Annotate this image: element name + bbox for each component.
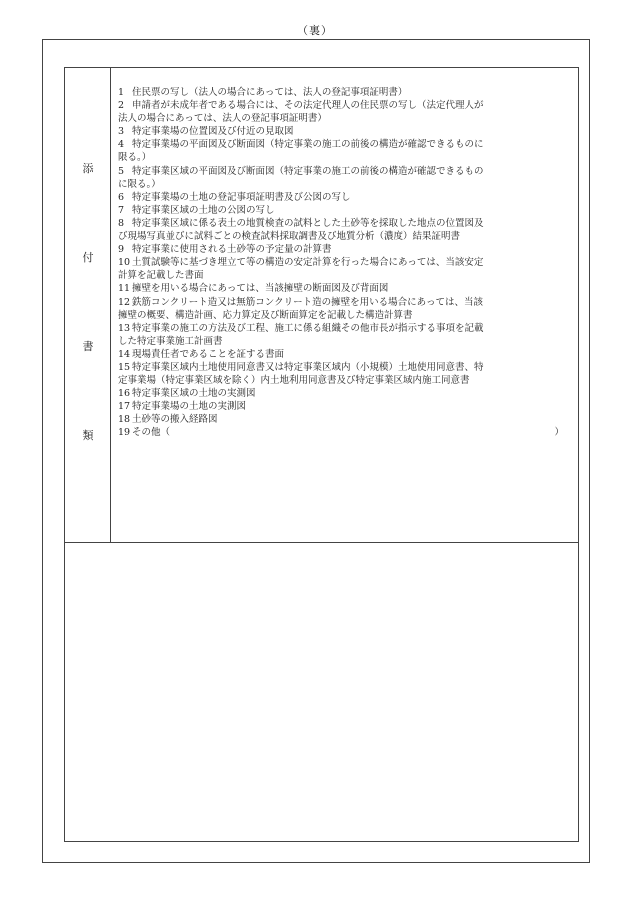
attachment-item-number: 13 xyxy=(118,322,131,334)
attachment-item xyxy=(118,348,576,361)
attachment-item-line xyxy=(118,86,576,99)
attachment-item-text: 特定事業に使用される土砂等の予定量の計算書 xyxy=(132,244,332,256)
attachment-item-text: 特定事業場の平面図及び断面図（特定事業の施工の前後の構造が確認できるものに xyxy=(132,139,484,151)
attachment-item-text: 特定事業区域の土地の公図の写し xyxy=(132,204,275,216)
attachment-item xyxy=(118,138,576,164)
attachment-item xyxy=(118,387,576,400)
attachment-item-continuation: 定事業場（特定事業区域を除く）内土地利用同意書及び特定事業区域内施工同意書 xyxy=(118,375,470,387)
attachment-item-line xyxy=(118,296,576,309)
attachment-item-other-label xyxy=(118,426,170,439)
attachment-item-text: 擁壁を用いる場合にあっては、当該擁壁の断面図及び背面図 xyxy=(132,283,389,295)
attachment-item-number: 4 xyxy=(118,139,125,151)
attachment-item xyxy=(118,361,576,387)
blank-notes-area xyxy=(65,543,578,841)
attachment-item-line xyxy=(118,322,576,335)
attachment-item-number: 17 xyxy=(118,401,131,413)
attachment-item-line xyxy=(118,191,576,204)
attachment-item xyxy=(118,400,576,413)
label-char-1: 添 xyxy=(82,162,94,175)
attachment-item-number: 18 xyxy=(118,414,131,426)
attachment-item-text: 特定事業区域に係る表土の地質検査の試料とした土砂等を採取した地点の位置図及 xyxy=(132,217,484,229)
attachment-item-text: 特定事業場の土地の登記事項証明書及び公図の写し xyxy=(132,191,351,203)
attachment-item-line xyxy=(118,165,576,178)
attachment-item-line xyxy=(118,125,576,138)
attachment-item xyxy=(118,125,576,138)
attachment-item-continuation: に限る。） xyxy=(118,178,161,190)
attachment-item-number: 9 xyxy=(118,244,125,256)
attachment-item-text: 土質試験等に基づき埋立て等の構造の安定計算を行った場合にあっては、当該安定 xyxy=(132,257,484,269)
label-char-2: 付 xyxy=(82,251,94,264)
attachment-item xyxy=(118,256,576,282)
attachment-item xyxy=(118,296,576,322)
attachment-item-other-close: ） xyxy=(554,427,564,439)
attachment-item-text: 特定事業場の土地の実測図 xyxy=(132,401,247,413)
attachments-table xyxy=(64,67,579,842)
attachment-item xyxy=(118,322,576,348)
attachment-item-line xyxy=(118,217,576,230)
attachment-item xyxy=(118,217,576,243)
page-side-label: （裏） xyxy=(297,24,333,37)
attachment-item-number: 1 xyxy=(118,87,125,98)
attachment-item-number: 11 xyxy=(118,283,131,295)
attachment-item-number: 16 xyxy=(118,388,131,400)
attachment-item-continuation: した特定事業施工計画書 xyxy=(118,335,223,347)
attachment-item-text: 現場責任者であることを証する書面 xyxy=(132,348,285,360)
label-char-4: 類 xyxy=(82,429,94,442)
attachment-item xyxy=(118,243,576,256)
label-char-3: 書 xyxy=(82,340,94,353)
attachment-item-number: 10 xyxy=(118,257,131,269)
attachment-item-line xyxy=(118,348,576,361)
attachment-item-line xyxy=(118,400,576,413)
attachment-item-text: 申請者が未成年者である場合には、その法定代理人の住民票の写し（法定代理人が xyxy=(132,100,484,112)
attachment-item xyxy=(118,191,576,204)
attachment-item-number: 2 xyxy=(118,100,125,112)
attachment-item-line xyxy=(118,361,576,374)
attachment-item-text: 住民票の写し（法人の場合にあっては、法人の登記事項証明書） xyxy=(132,87,408,98)
attachment-item-number: 5 xyxy=(118,165,125,177)
attachment-item-text: 特定事業の施工の方法及び工程、施工に係る組織その他市長が指示する事項を記載 xyxy=(132,322,484,334)
attachment-item xyxy=(118,165,576,191)
attachment-item xyxy=(118,282,576,295)
attachment-item-line xyxy=(118,138,576,151)
attachment-item-number: 7 xyxy=(118,204,125,216)
attachment-item-continuation: び現場写真並びに試料ごとの検査試料採取調書及び地質分析（濃度）結果証明書 xyxy=(118,231,461,243)
attachment-item-text: 特定事業区域の平面図及び断面図（特定事業の施工の前後の構造が確認できるもの xyxy=(132,165,484,177)
attachment-item-number: 8 xyxy=(118,217,125,229)
attachment-item-other-text: その他（ xyxy=(132,427,171,439)
attachment-item-line xyxy=(118,204,576,217)
attachment-item-continuation: 限る。） xyxy=(118,152,152,164)
attachment-item xyxy=(118,413,576,426)
attachment-item-text: 特定事業場の位置図及び付近の見取図 xyxy=(132,126,294,138)
attachments-label-column xyxy=(65,68,111,542)
attachment-item xyxy=(118,86,576,99)
attachment-item-line xyxy=(118,99,576,112)
attachment-item-text: 特定事業区域の土地の実測図 xyxy=(132,388,256,400)
attachment-item-number: 3 xyxy=(118,126,125,138)
attachment-item-number: 19 xyxy=(118,427,131,439)
attachment-item-number: 15 xyxy=(118,361,131,373)
attachment-item-line xyxy=(118,243,576,256)
attachment-item-other xyxy=(118,426,576,439)
attachment-item xyxy=(118,204,576,217)
attachment-item-number: 14 xyxy=(118,348,131,360)
attachment-item-line xyxy=(118,387,576,400)
attachments-section xyxy=(65,68,578,543)
attachment-item-number: 12 xyxy=(118,296,131,308)
attachment-item-line xyxy=(118,282,576,295)
attachment-item-number: 6 xyxy=(118,191,125,203)
attachment-item-text: 鉄筋コンクリート造又は無筋コンクリート造の擁壁を用いる場合にあっては、当該 xyxy=(132,296,484,308)
attachment-item-continuation: 計算を記載した書面 xyxy=(118,270,204,282)
attachment-item-continuation: 擁壁の概要、構造計画、応力算定及び断面算定を記載した構造計算書 xyxy=(118,309,413,321)
attachment-list xyxy=(118,86,576,440)
attachment-item-line xyxy=(118,256,576,269)
attachment-item xyxy=(118,99,576,125)
attachment-item-text: 特定事業区域内土地使用同意書又は特定事業区域内（小規模）土地使用同意書、特 xyxy=(132,361,484,373)
attachment-item-text: 土砂等の搬入経路図 xyxy=(132,414,218,426)
attachment-item-line xyxy=(118,413,576,426)
attachment-item-continuation: 法人の場合にあっては、法人の登記事項証明書） xyxy=(118,113,327,125)
